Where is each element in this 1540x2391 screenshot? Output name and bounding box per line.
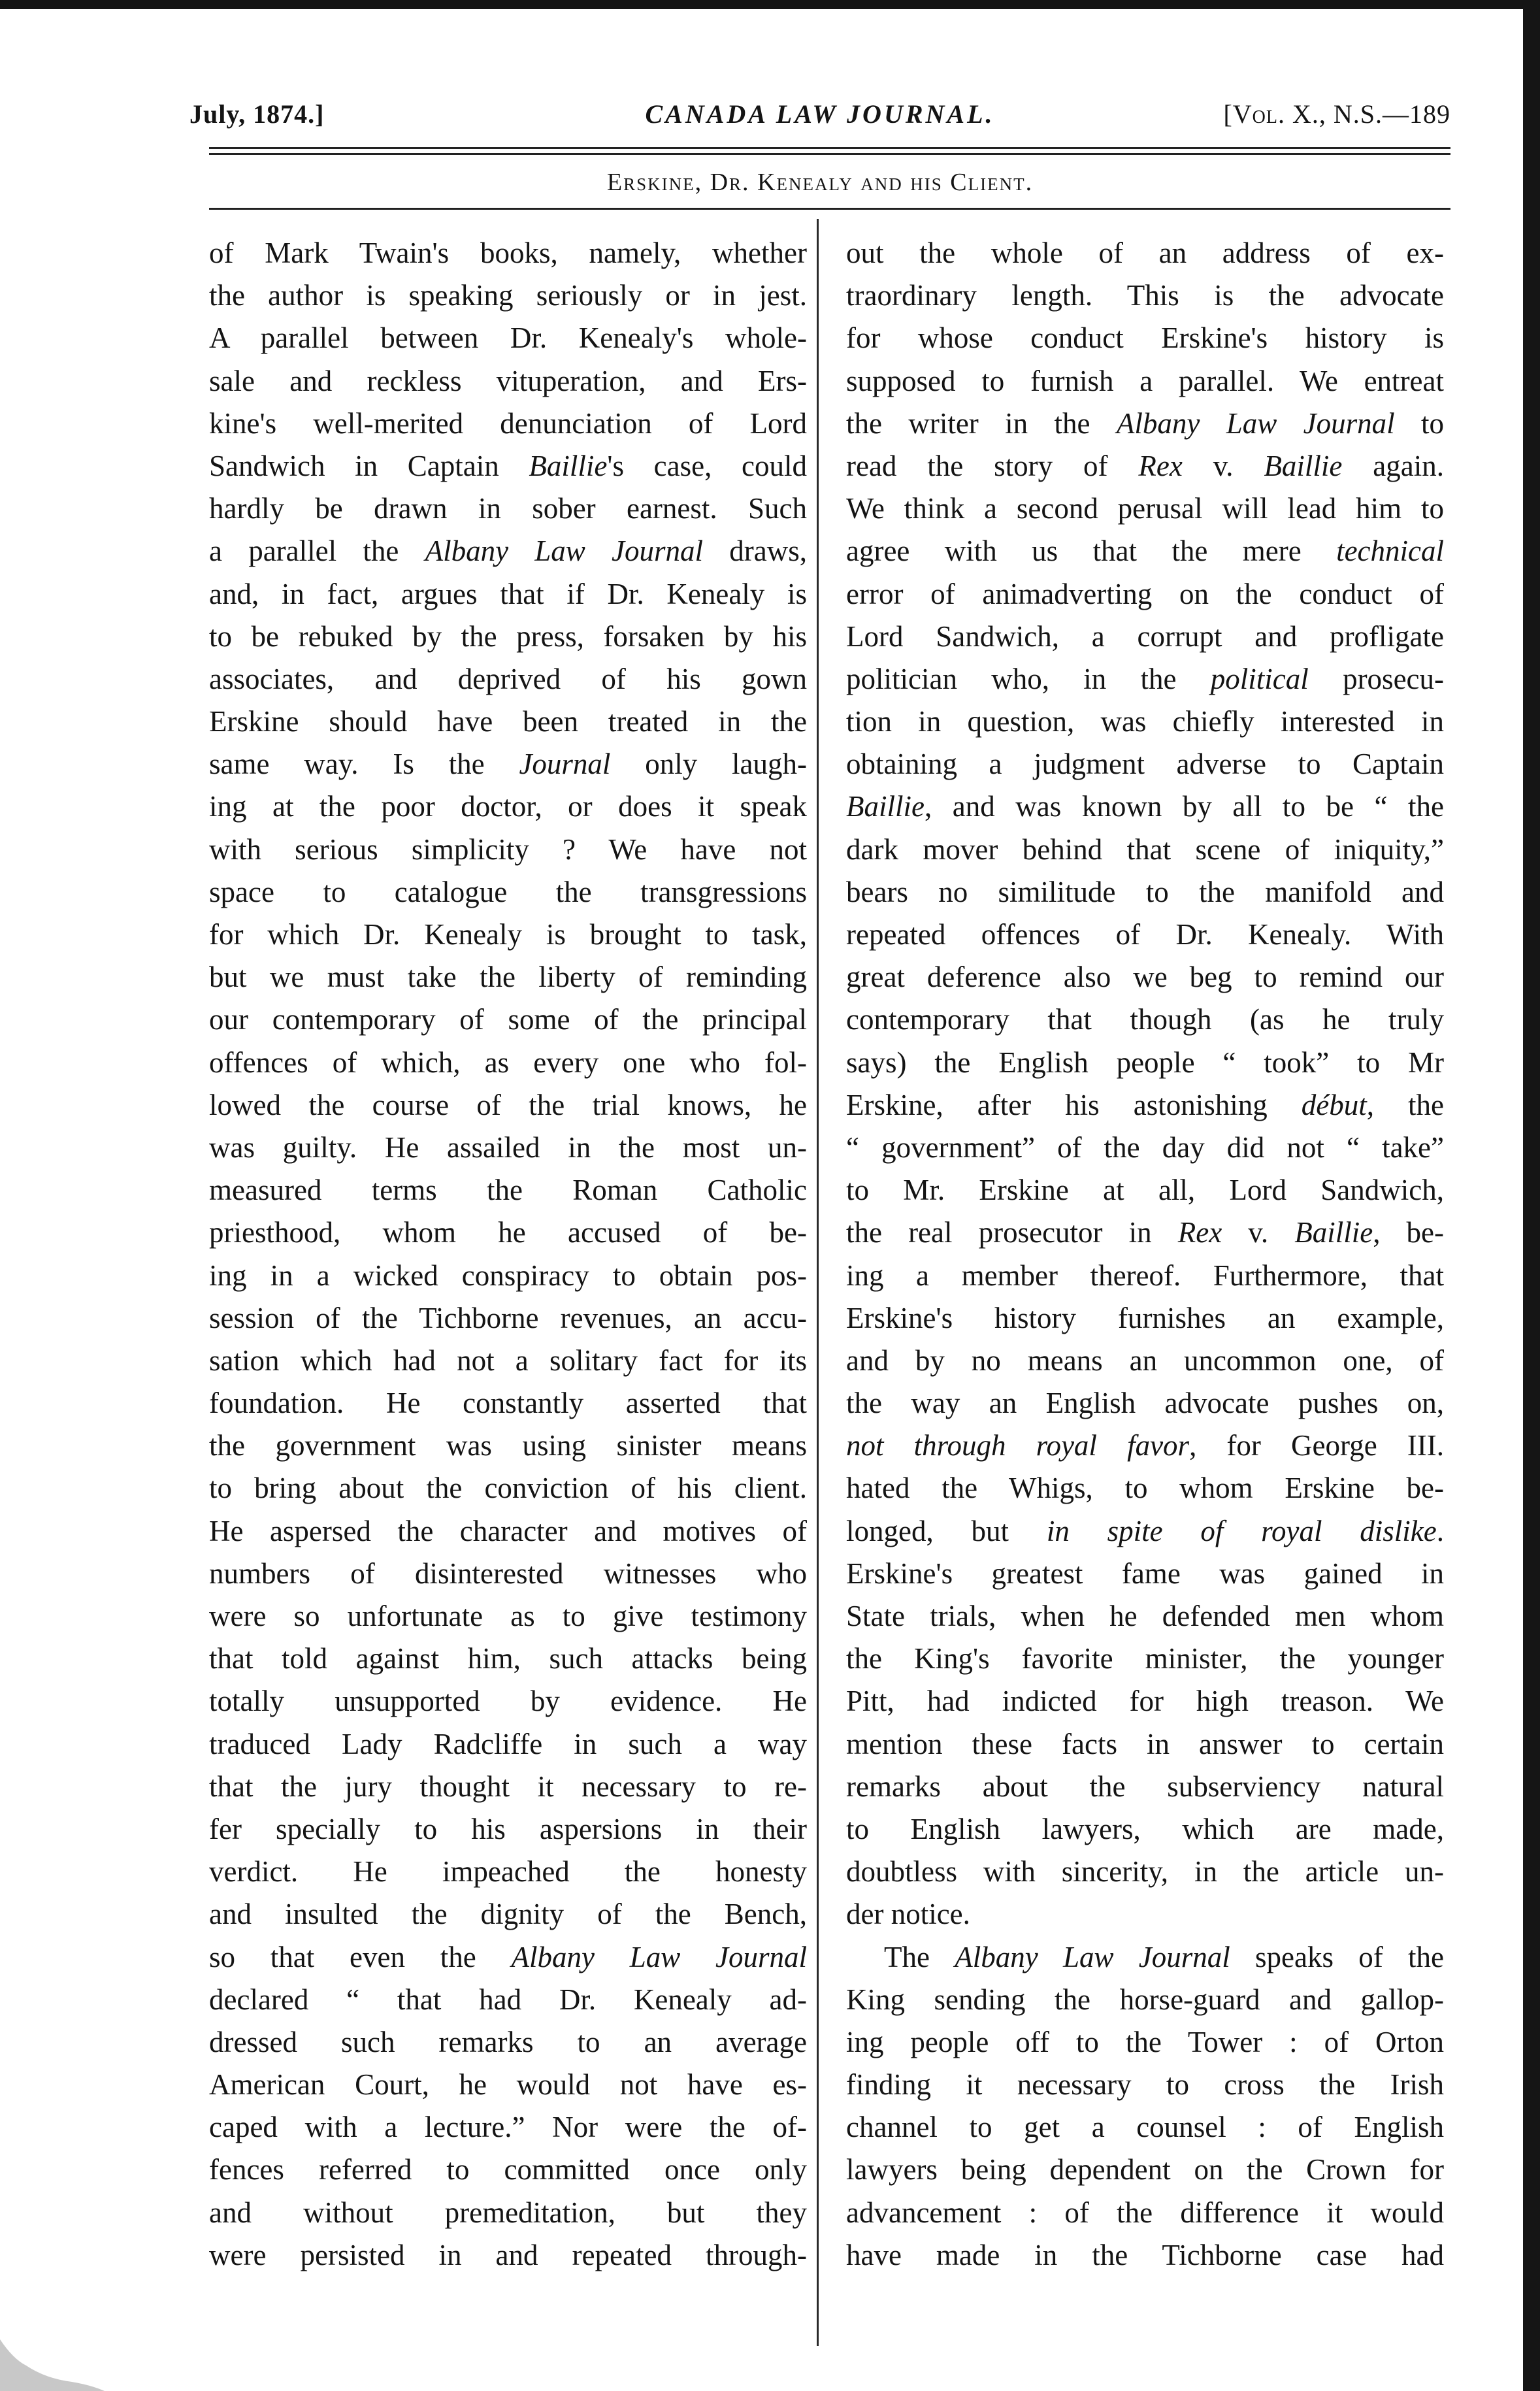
text-line: of Mark Twain's books, namely, whether: [209, 237, 807, 269]
text-line: the King's favorite minister, the younger: [846, 1642, 1444, 1675]
journal-page: [189, 85, 1450, 2346]
text-line: to be rebuked by the press, forsaken by his: [209, 619, 807, 653]
text-line: were persisted in and repeated through-: [209, 2238, 807, 2271]
text-line: to Mr. Erskine at all, Lord Sandwich,: [846, 1174, 1444, 1207]
text-line: priesthood, whom he accused of be-: [209, 1216, 807, 1249]
text-line: Lord Sandwich, a corrupt and profligate: [846, 619, 1444, 653]
text-line: associates, and deprived of his gown: [209, 662, 807, 695]
title-rule: [209, 208, 1450, 210]
text-line: our contemporary of some of the principal: [209, 1003, 807, 1036]
text-line: kine's well-merited denunciation of Lord: [209, 406, 807, 440]
text-line: a parallel the Albany Law Journal draws,: [209, 535, 807, 568]
text-line: to English lawyers, which are made,: [846, 1812, 1444, 1845]
text-line: have made in the Tichborne case had: [846, 2238, 1444, 2271]
text-line: repeated offences of Dr. Kenealy. With: [846, 918, 1444, 951]
text-line: politician who, in the political prosecu-: [846, 662, 1445, 695]
text-line: traordinary length. This is the advocate: [846, 279, 1444, 312]
text-line: read the story of Rex v. Baillie again.: [846, 449, 1444, 482]
text-line: and, in fact, argues that if Dr. Kenealy is: [209, 577, 807, 610]
text-line: and without premeditation, but they: [209, 2196, 807, 2229]
text-line: sation which had not a solitary fact for its: [209, 1344, 807, 1377]
text-line: great deference also we beg to remind our: [846, 961, 1444, 994]
text-line: not through royal favor, for George III.: [846, 1429, 1445, 1462]
running-title: Erskine, Dr. Kenealy and his Client.: [606, 169, 1034, 196]
text-line: King sending the horse-guard and gallop-: [846, 1983, 1444, 2016]
text-line: doubtless with sincerity, in the article un-: [846, 1855, 1444, 1888]
text-line: Sandwich in Captain Baillie's case, could: [209, 449, 807, 482]
text-line: for whose conduct Erskine's history is: [846, 322, 1444, 355]
text-line: dressed such remarks to an average: [209, 2025, 807, 2058]
text-line: same way. Is the Journal only laugh-: [209, 748, 807, 781]
text-line: dark mover behind that scene of iniquity,”: [846, 833, 1444, 866]
text-line: foundation. He constantly asserted that: [209, 1387, 807, 1420]
text-line: obtaining a judgment adverse to Captain: [846, 748, 1444, 781]
text-line: remarks about the subserviency natural: [846, 1770, 1444, 1803]
text-line: session of the Tichborne revenues, an accu-: [209, 1301, 807, 1334]
text-line: mention these facts in answer to certain: [846, 1727, 1444, 1760]
text-line: Erskine's history furnishes an example,: [846, 1301, 1444, 1334]
column-divider: [817, 219, 819, 2346]
text-line: A parallel between Dr. Kenealy's whole-: [209, 322, 807, 355]
text-line: fences referred to committed once only: [209, 2153, 807, 2186]
text-line: the way an English advocate pushes on,: [846, 1387, 1444, 1420]
text-line: and insulted the dignity of the Bench,: [209, 1898, 807, 1931]
text-line: error of animadverting on the conduct of: [846, 577, 1444, 610]
text-line: lowed the course of the trial knows, he: [209, 1088, 807, 1121]
text-line: that the jury thought it necessary to re-: [209, 1770, 807, 1803]
page-header: [189, 91, 1450, 137]
text-line: advancement : of the difference it would: [846, 2196, 1444, 2229]
text-line: verdict. He impeached the honesty: [209, 1855, 807, 1888]
text-line: ing at the poor doctor, or does it speak: [209, 790, 807, 823]
text-line: He aspersed the character and motives of: [209, 1514, 807, 1547]
text-line: American Court, he would not have es-: [209, 2068, 807, 2102]
text-line: but we must take the liberty of reminding: [209, 961, 807, 994]
text-line: “ government” of the day did not “ take”: [846, 1130, 1444, 1164]
text-line: sale and reckless vituperation, and Ers-: [209, 364, 807, 397]
text-line: lawyers being dependent on the Crown for: [846, 2153, 1444, 2186]
text-line: channel to get a counsel : of English: [846, 2111, 1444, 2144]
text-line: State trials, when he defended men whom: [846, 1600, 1444, 1632]
text-line: The Albany Law Journal speaks of the: [884, 1940, 1444, 1973]
text-line: that told against him, such attacks being: [209, 1642, 807, 1675]
right-column: [846, 232, 1444, 2277]
text-line: caped with a lecture.” Nor were the of-: [209, 2111, 807, 2144]
text-line: bears no similitude to the manifold and: [846, 875, 1444, 908]
text-line: out the whole of an address of ex-: [846, 237, 1444, 269]
text-line: to bring about the conviction of his client.: [209, 1472, 807, 1505]
text-line: Erskine should have been treated in the: [209, 705, 807, 738]
text-line: declared “ that had Dr. Kenealy ad-: [209, 1983, 807, 2016]
issue-date: July, 1874.]: [189, 99, 325, 129]
text-line: Erskine's greatest fame was gained in: [846, 1557, 1444, 1590]
text-line: der notice.: [846, 1898, 970, 1931]
text-line: the real prosecutor in Rex v. Baillie, be-: [846, 1216, 1445, 1249]
journal-title: CANADA LAW JOURNAL.: [645, 99, 995, 129]
text-line: offences of which, as every one who fol-: [209, 1046, 807, 1079]
text-line: Erskine, after his astonishing début, the: [846, 1088, 1444, 1121]
text-line: Pitt, had indicted for high treason. We: [846, 1685, 1444, 1718]
scan-top-edge: [0, 0, 1540, 9]
text-line: ing in a wicked conspiracy to obtain pos-: [209, 1259, 807, 1292]
text-line: were so unfortunate as to give testimony: [209, 1600, 807, 1632]
text-line: Baillie, and was known by all to be “ the: [846, 790, 1444, 823]
text-line: finding it necessary to cross the Irish: [846, 2068, 1444, 2102]
text-line: traduced Lady Radcliffe in such a way: [209, 1727, 807, 1760]
text-line: We think a second perusal will lead him to: [846, 492, 1444, 525]
text-line: totally unsupported by evidence. He: [209, 1685, 807, 1718]
text-line: hardly be drawn in sober earnest. Such: [209, 492, 807, 525]
scan-right-edge: [1523, 0, 1540, 2391]
header-double-rule: [209, 147, 1450, 155]
text-line: numbers of disinterested witnesses who: [209, 1557, 807, 1590]
text-line: says) the English people “ took” to Mr: [846, 1046, 1444, 1079]
text-line: for which Dr. Kenealy is brought to task,: [209, 918, 807, 951]
text-line: contemporary that though (as he truly: [846, 1003, 1444, 1036]
text-line: and by no means an uncommon one, of: [846, 1344, 1444, 1377]
text-line: agree with us that the mere technical: [846, 535, 1444, 568]
left-column: [209, 232, 807, 2277]
text-line: so that even the Albany Law Journal: [209, 1940, 807, 1973]
scan-corner-smudge: [0, 2300, 105, 2391]
text-line: supposed to furnish a parallel. We entreat: [846, 364, 1444, 397]
text-line: hated the Whigs, to whom Erskine be-: [846, 1472, 1444, 1505]
text-line: fer specially to his aspersions in their: [209, 1812, 807, 1845]
text-line: was guilty. He assailed in the most un-: [209, 1130, 807, 1164]
text-line: the government was using sinister means: [209, 1429, 807, 1462]
volume-page-number: [Vol. X., N.S.—189: [1223, 99, 1450, 129]
text-line: space to catalogue the transgressions: [209, 875, 807, 908]
text-line: ing a member thereof. Furthermore, that: [846, 1259, 1444, 1292]
text-line: measured terms the Roman Catholic: [209, 1174, 807, 1207]
text-line: tion in question, was chiefly interested in: [846, 705, 1444, 738]
text-line: with serious simplicity ? We have not: [209, 833, 807, 866]
text-line: the author is speaking seriously or in jest.: [209, 279, 807, 312]
text-line: longed, but in spite of royal dislike.: [846, 1514, 1444, 1547]
text-line: the writer in the Albany Law Journal to: [846, 406, 1444, 440]
text-line: ing people off to the Tower : of Orton: [846, 2025, 1444, 2058]
